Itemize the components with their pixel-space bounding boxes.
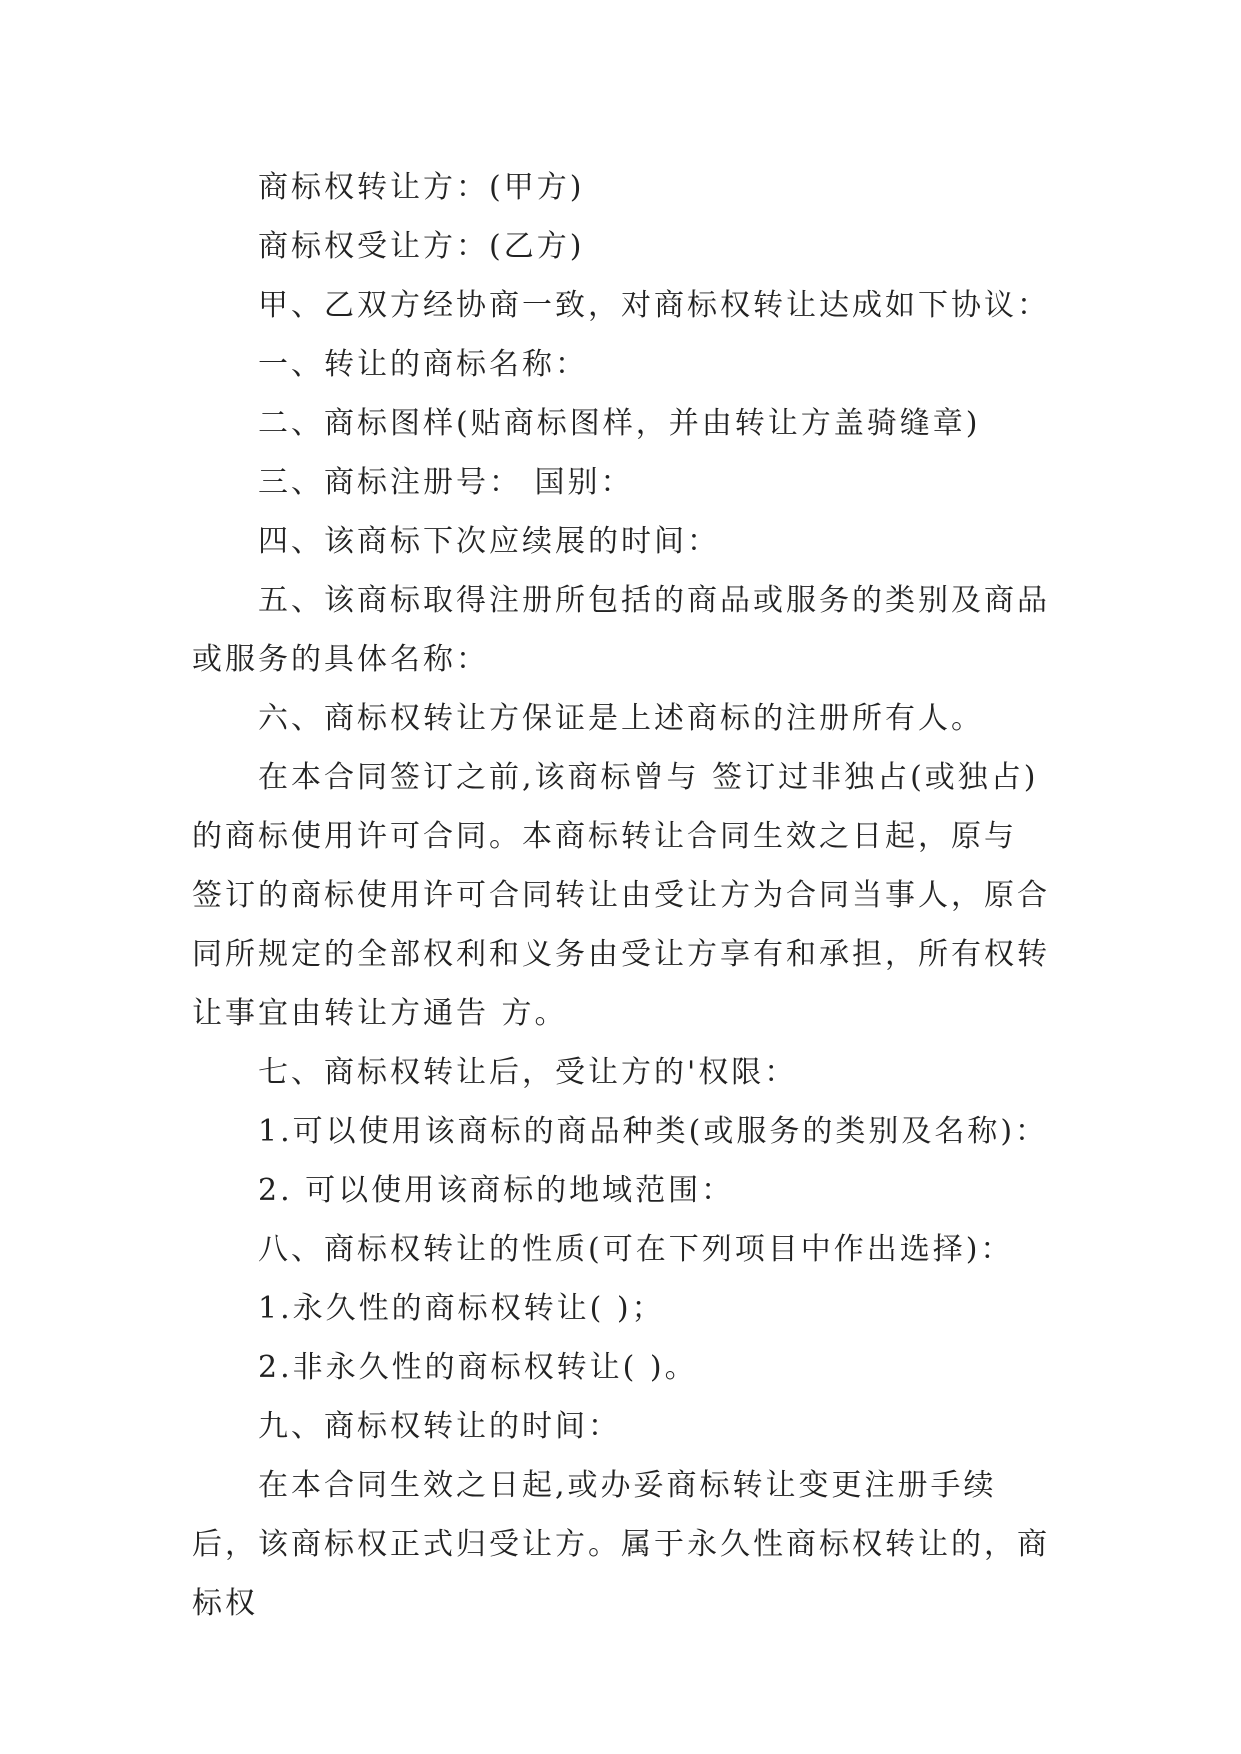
paragraph-transferee: 商标权受让方：(乙方) [258,229,585,264]
clause-7-item-1: 1.可以使用该商标的商品种类(或服务的类别及名称)： [258,1114,1049,1149]
clause-7-item-2: 2. 可以使用该商标的地域范围： [258,1173,735,1208]
clause-8-item-2: 2.非永久性的商标权转让( )。 [258,1350,698,1385]
clause-6-ownership-guarantee: 六、商标权转让方保证是上述商标的注册所有人。 [258,701,984,736]
clause-5-goods-services: 五、该商标取得注册所包括的商品或服务的类别及商品或服务的具体名称： [192,583,1050,677]
paragraph-license-contract: 在本合同签订之前,该商标曾与 签订过非独占(或独占)的商标使用许可合同。本商标转让合同生效之日起，原与 签订的商标使用许可合同转让由受让方为合同当事人，原合同所规定的全部权利和义务由受让方享有和承担，所有权转让事宜由转让方通告 方。 [192,760,1050,1031]
paragraph-transferor: 商标权转让方：(甲方) [258,170,585,205]
paragraph-effective-date: 在本合同生效之日起,或办妥商标转让变更注册手续后，该商标权正式归受让方。属于永久性商标权转让的，商标权 [192,1468,1050,1621]
clause-3-registration-number: 三、商标注册号： 国别： [258,465,634,500]
clause-4-renewal-time: 四、该商标下次应续展的时间： [258,524,720,559]
clause-2-trademark-design: 二、商标图样(贴商标图样，并由转让方盖骑缝章) [258,406,981,441]
clause-8-item-1: 1.永久性的商标权转让( )； [258,1291,665,1326]
document-body [192,158,1052,1633]
clause-8-transfer-nature: 八、商标权转让的性质(可在下列项目中作出选择)： [258,1232,1014,1267]
clause-7-transferee-rights: 七、商标权转让后，受让方的'权限： [258,1055,798,1090]
clause-1-trademark-name: 一、转让的商标名称： [258,347,588,382]
paragraph-agreement-intro: 甲、乙双方经协商一致，对商标权转让达成如下协议： [258,288,1050,323]
clause-9-transfer-time: 九、商标权转让的时间： [258,1409,621,1444]
